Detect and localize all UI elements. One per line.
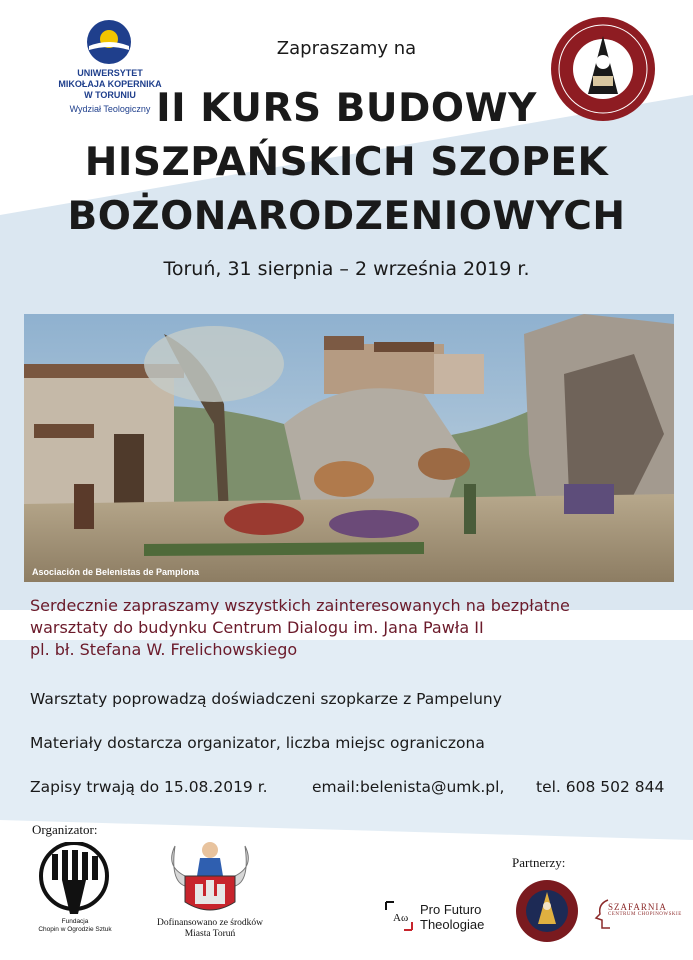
invite-heading: Zapraszamy na xyxy=(276,38,417,59)
funding-note: Dofinansowano ze środków Miasta Toruń xyxy=(156,918,264,939)
instructors-info: Warsztaty poprowadzą doświadczeni szopkarze z Pampeluny xyxy=(30,690,502,708)
partners-label: Partnerzy: xyxy=(512,855,566,870)
contact-email[interactable]: email:belenista@umk.pl, xyxy=(312,778,505,796)
foundation-name: Fundacja Chopin w Ogrodzie Sztuk xyxy=(38,918,112,933)
organizer-label: Organizator: xyxy=(32,822,98,837)
photo-credit: Asociación de Belenistas de Pamplona xyxy=(32,567,200,577)
registration-deadline: Zapisy trwają do 15.08.2019 r. xyxy=(30,778,268,796)
pro-futuro-name: Pro Futuro Theologiae xyxy=(420,902,485,932)
event-date: Toruń, 31 sierpnia – 2 września 2019 r. xyxy=(163,258,530,280)
foundation-piano-hand-logo xyxy=(38,842,110,916)
belenistas-pamplona-seal xyxy=(514,878,580,944)
university-name: UNIWERSYTET MIKOŁAJA KOPERNIKA W TORUNIU xyxy=(58,68,162,100)
workshop-invitation: Serdecznie zapraszamy wszystkich zainteresowanych na bezpłatne warsztaty do budynku Centrum Dialogu im. Jana Pawła II pl. bł. Stefana W. Frelichowskiego xyxy=(30,596,570,659)
szafarnia-logo: SZAFARNIA CENTRUM CHOPINOWSKIE xyxy=(608,902,682,917)
event-title: II KURS BUDOWY HISZPAŃSKICH SZOPEK BOŻONARODZENIOWYCH xyxy=(67,86,626,239)
pro-futuro-logo xyxy=(384,900,414,932)
svg-text:Aω: Aω xyxy=(393,912,409,924)
torun-coat-of-arms xyxy=(165,836,255,918)
contact-phone[interactable]: tel. 608 502 844 xyxy=(536,778,665,796)
nativity-scene-photo xyxy=(24,314,674,582)
faculty-name: Wydział Teologiczny xyxy=(69,104,151,114)
materials-info: Materiały dostarcza organizator, liczba miejsc ograniczona xyxy=(30,734,485,752)
